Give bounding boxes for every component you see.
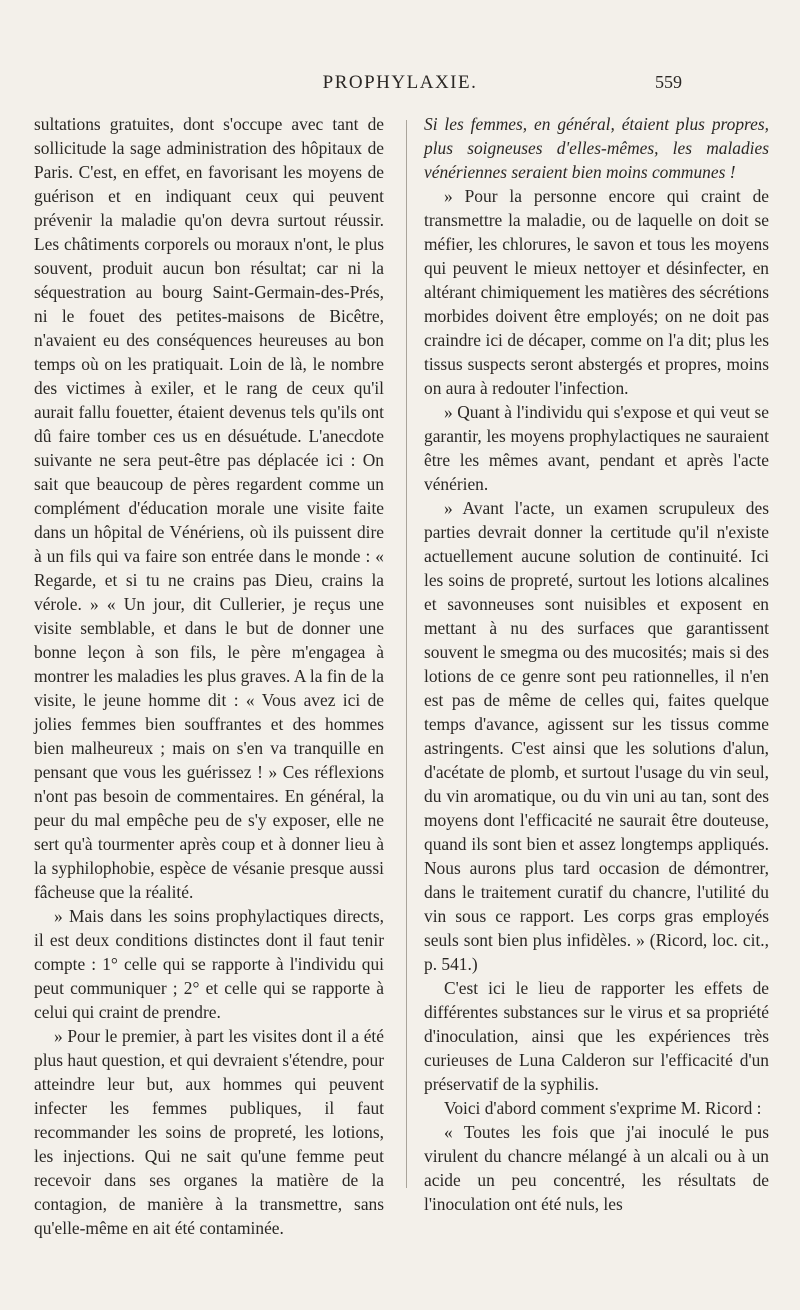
right-column xyxy=(424,112,769,1216)
italic-text: Si les femmes, en général, étaient plus propres, plus soigneuses d'elles-mêmes, les maladies vénériennes seraient bien moins communes ! xyxy=(424,114,769,182)
paragraph: » Avant l'acte, un examen scrupuleux des parties devrait donner la certitude qu'il n'existe actuellement aucune solution de continuité. Ici les soins de propreté, surtout les lotions alcalines et savonneuses sont nuisibles et exposent en mettant à nu des surfaces que garantissent souvent le smegma ou des mucosités; mais si des lotions de ce genre sont peu rationnelles, il n'en est pas de même de celles qui, faites quelque temps d'avance, agissent sur les tissus comme astringents. C'est ainsi que les solutions d'alun, d'acétate de plomb, et surtout l'usage du vin seul, du vin aromatique, ou du vin uni au tan, sont des moyens dont l'efficacité ne saurait être douteuse, quand ils sont bien et assez longtemps appliqués. Nous aurons plus tard occasion de démontrer, dans le traitement curatif du chancre, l'utilité du vin sous ce rapport. Les corps gras employés seuls sont bien plus infidèles. » (Ricord, loc. cit., p. 541.) xyxy=(424,498,769,974)
paragraph-italic xyxy=(424,112,769,184)
page-number: 559 xyxy=(655,72,682,92)
paragraph: Voici d'abord comment s'exprime M. Ricord : xyxy=(444,1098,762,1118)
paragraph: » Quant à l'individu qui s'expose et qui veut se garantir, les moyens prophylactiques ne sauraient être les mêmes avant, pendant et après l'acte vénérien. xyxy=(424,402,769,494)
paragraph: » Mais dans les soins prophylactiques directs, il est deux conditions distinctes dont il faut tenir compte : 1° celle qui se rapporte à l'individu qui peut communiquer ; 2° et celle qui se rapporte à celui qui craint de prendre. xyxy=(34,906,384,1022)
paragraph: « Toutes les fois que j'ai inoculé le pus virulent du chancre mélangé à un alcali ou à un acide un peu concentré, les résultats de l'inoculation ont été nuls, les xyxy=(424,1122,769,1214)
paragraph: » Pour le premier, à part les visites dont il a été plus haut question, et qui devraient s'étendre, pour atteindre leur but, aux hommes qui peuvent infecter les femmes publiques, il faut recommander les soins de propreté, les lotions, les injections. Qui ne sait qu'une femme peut recevoir dans ses organes la matière de la contagion, de manière à la transmettre, sans qu'elle-même en ait été contaminée. xyxy=(34,1026,384,1238)
paragraph: sultations gratuites, dont s'occupe avec tant de sollicitude la sage administration des hôpitaux de Paris. C'est, en effet, en favorisant les moyens de guérison et en indiquant ceux qui peuvent prévenir la maladie qu'on devra surtout réussir. Les châtiments corporels ou moraux n'ont, le plus souvent, produit aucun bon résultat; car ni la séquestration au bourg Saint-Germain-des-Prés, ni le fouet des petites-maisons de Bicêtre, n'avaient eu des conséquences heureuses au bon temps où on les pratiquait. Loin de là, le nombre des victimes à exiler, et le rang de ceux qu'il aurait fallu fouetter, étaient devenus tels qu'ils ont dû faire tomber ces us en désuétude. L'anecdote suivante ne sera peut-être pas déplacée ici : On sait que beaucoup de pères regardent comme un complément d'éducation morale une visite faite dans un hôpital de Vénériens, où ils puissent dire à un fils qui va faire son entrée dans le monde : « Regarde, et si tu ne crains pas Dieu, crains la vérole. » « Un jour, dit Cullerier, je reçus une visite semblable, et dans le but de donner une bonne leçon à son fils, le père m'engagea à montrer les maladies les plus graves. A la fin de la visite, le jeune homme dit : « Vous avez ici de jolies femmes bien souffrantes et des hommes bien malheureux ; mais on s'en va tranquille en pensant que vous les guérissez ! » Ces réflexions n'ont pas besoin de commentaires. En général, la peur du mal empêche peu de s'y exposer, elle ne sert qu'à tourmenter après coup et à donner lieu à la syphilophobie, espèce de vésanie presque aussi fâcheuse que la réalité. xyxy=(34,114,384,902)
column-divider xyxy=(406,120,407,1188)
paragraph: » Pour la personne encore qui craint de transmettre la maladie, ou de laquelle on doit se méfier, les chlorures, le savon et tous les moyens qui peuvent le mieux nettoyer et désinfecter, en altérant chimiquement les matières des sécrétions morbides doivent être employés; on ne doit pas craindre ici de décaper, comme on l'a dit; plus les tissus suspects seront abstergés et propres, moins on aura à redouter l'infection. xyxy=(424,186,769,398)
page-header xyxy=(0,72,800,102)
paragraph: C'est ici le lieu de rapporter les effets de différentes substances sur le virus et sa propriété d'inoculation, ainsi que les expériences très curieuses de Luna Calderon sur l'efficacité d'un préservatif de la syphilis. xyxy=(424,978,769,1094)
running-title: PROPHYLAXIE. xyxy=(322,72,478,93)
left-column xyxy=(34,112,384,1240)
